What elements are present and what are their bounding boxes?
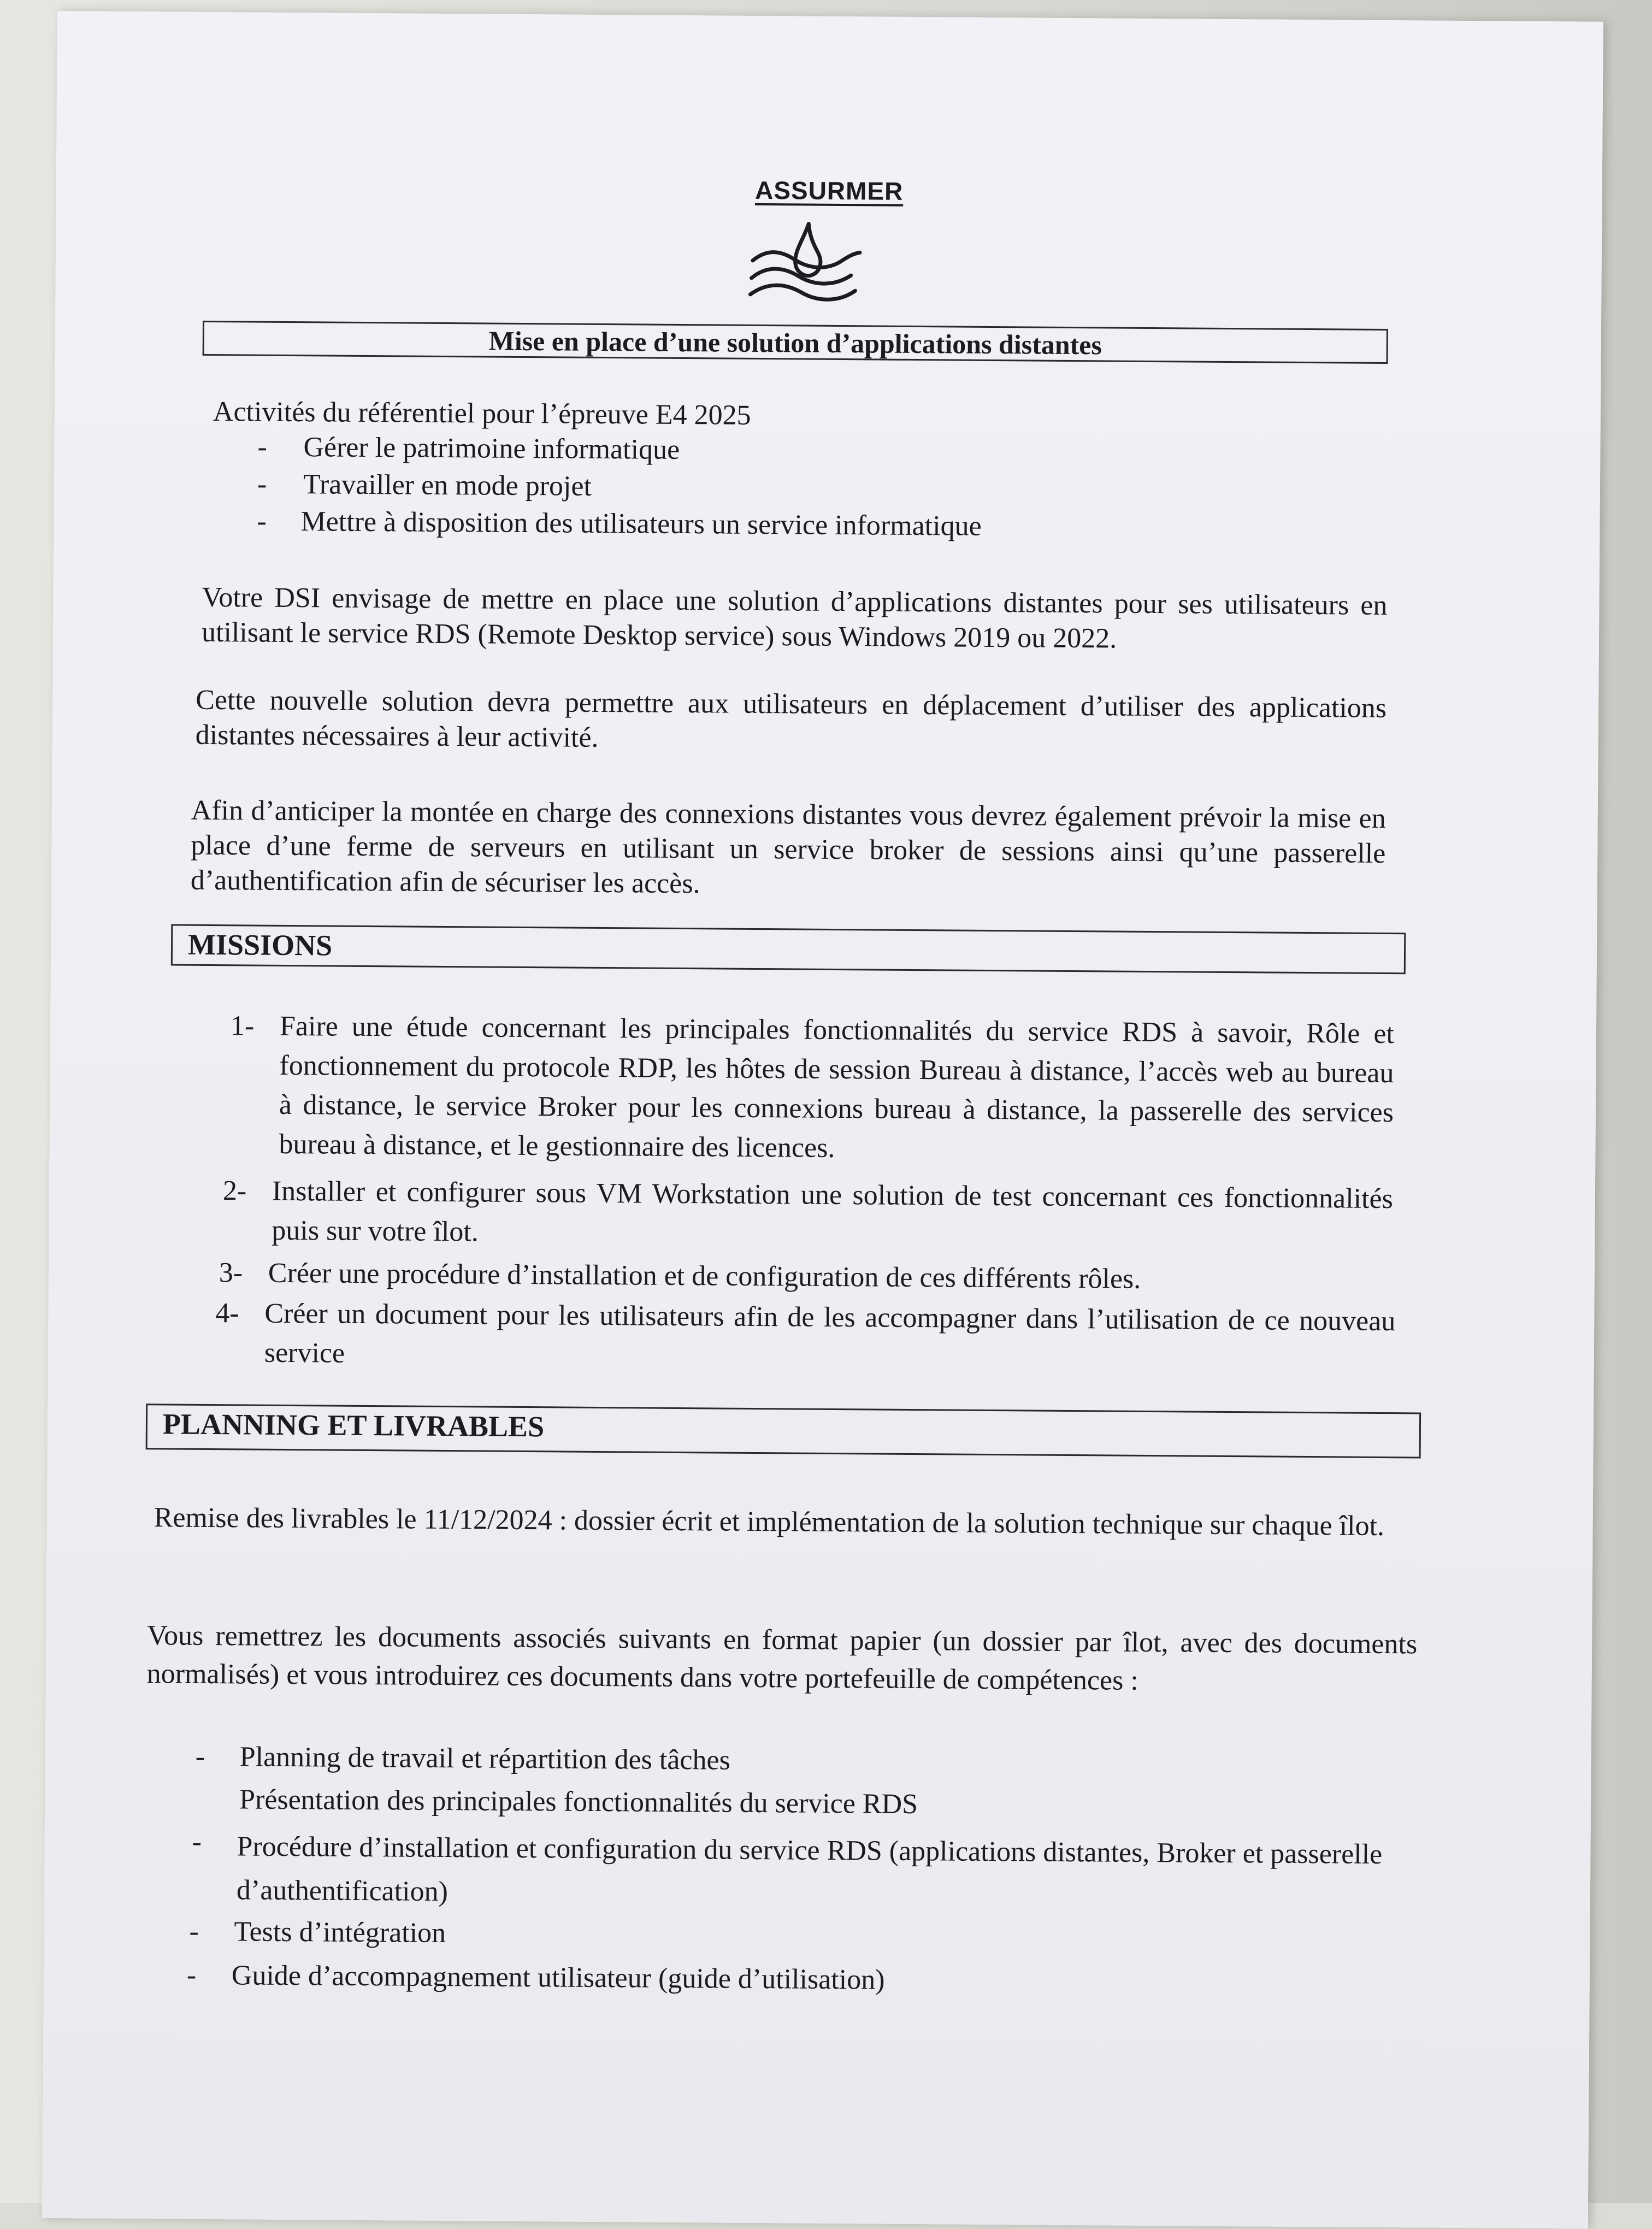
- intro-paragraph: Votre DSI envisage de mettre en place une solution d’applications distantes pour ses utilisateurs en utilisant le service RDS (Remote Desktop service) sous Windows 2019 ou 2022.: [201, 581, 1388, 654]
- mission-number: 4-: [215, 1298, 239, 1329]
- deliverable-item: Planning de travail et répartition des tâches: [239, 1741, 731, 1776]
- mission-text: Créer un document pour les utilisateurs afin de les accompagner dans l’utilisation de ce nouveau service: [264, 1298, 1396, 1369]
- deliverable-item: Guide d’accompagnement utilisateur (guide d’utilisation): [231, 1960, 885, 1996]
- activity-item: Travailler en mode projet: [303, 469, 592, 502]
- deliverable-item: Tests d’intégration: [234, 1916, 446, 1949]
- mission-item: [215, 1294, 1396, 1384]
- document-content: [42, 11, 1603, 2207]
- list-bullet: -: [257, 431, 267, 463]
- mission-number: 2-: [222, 1175, 247, 1207]
- list-bullet: -: [189, 1915, 199, 1947]
- list-bullet: -: [186, 1959, 197, 1991]
- mission-item: [222, 1171, 1393, 1261]
- documents-paragraph: Vous remettrez les documents associés suivants en format papier (un dossier par îlot, avec des documents normalisés) et vous introduirez ces documents dans votre portefeuille de compétences :: [146, 1620, 1418, 1696]
- deadline-paragraph: Remise des livrables le 11/12/2024 : dossier écrit et implémentation de la solution technique sur chaque îlot.: [154, 1502, 1385, 1542]
- deliverable-item: Procédure d’installation et configuration du service RDS (applications distantes, Broker et passerelle d’authentification): [236, 1831, 1383, 1908]
- list-bullet: -: [195, 1741, 205, 1772]
- deliverable-item: Présentation des principales fonctionnalités du service RDS: [239, 1784, 918, 1820]
- list-bullet: -: [257, 505, 267, 537]
- org-name: ASSURMER: [754, 175, 904, 205]
- intro-paragraph: Cette nouvelle solution devra permettre aux utilisateurs en déplacement d’utiliser des applications distantes nécessaires à leur activité.: [195, 684, 1387, 753]
- activities-heading: Activités du référentiel pour l’épreuve E4 2025: [213, 396, 751, 431]
- list-bullet: -: [192, 1826, 202, 1857]
- list-bullet: -: [257, 468, 267, 500]
- mission-number: 1-: [230, 1010, 255, 1042]
- mission-item: [229, 1006, 1394, 1178]
- water-drop-waves-icon: [744, 218, 870, 317]
- paper-sheet: [42, 11, 1603, 2229]
- mission-number: 3-: [219, 1257, 243, 1289]
- planning-heading: PLANNING ET LIVRABLES: [146, 1404, 1421, 1458]
- mission-text: Créer une procédure d’installation et de configuration de ces différents rôles.: [268, 1257, 1141, 1295]
- activity-item: Gérer le patrimoine informatique: [303, 432, 680, 465]
- document-title: Mise en place d’une solution d’applications distantes: [203, 321, 1388, 364]
- mission-text: Faire une étude concernant les principales fonctionnalités du service RDS à savoir, Rôle et fonctionnement du protocole RDP, les hôtes de session Bureau à distance, l’accès web au bureau à distance, le service Broker pour les connexions bureau à distance, la passerelle des services bureau à distance, et le gestionnaire des licences.: [279, 1010, 1395, 1164]
- missions-heading: MISSIONS: [171, 924, 1406, 974]
- mission-text: Installer et configurer sous VM Workstation une solution de test concernant ces fonctionnalités puis sur votre îlot.: [272, 1175, 1394, 1248]
- activity-item: Mettre à disposition des utilisateurs un service informatique: [300, 506, 982, 542]
- intro-paragraph: Afin d’anticiper la montée en charge des connexions distantes vous devrez également prévoir la mise en place d’une ferme de serveurs en utilisant un service broker de sessions ainsi qu’une passerelle d’authentification afin de sécuriser les accès.: [190, 794, 1386, 900]
